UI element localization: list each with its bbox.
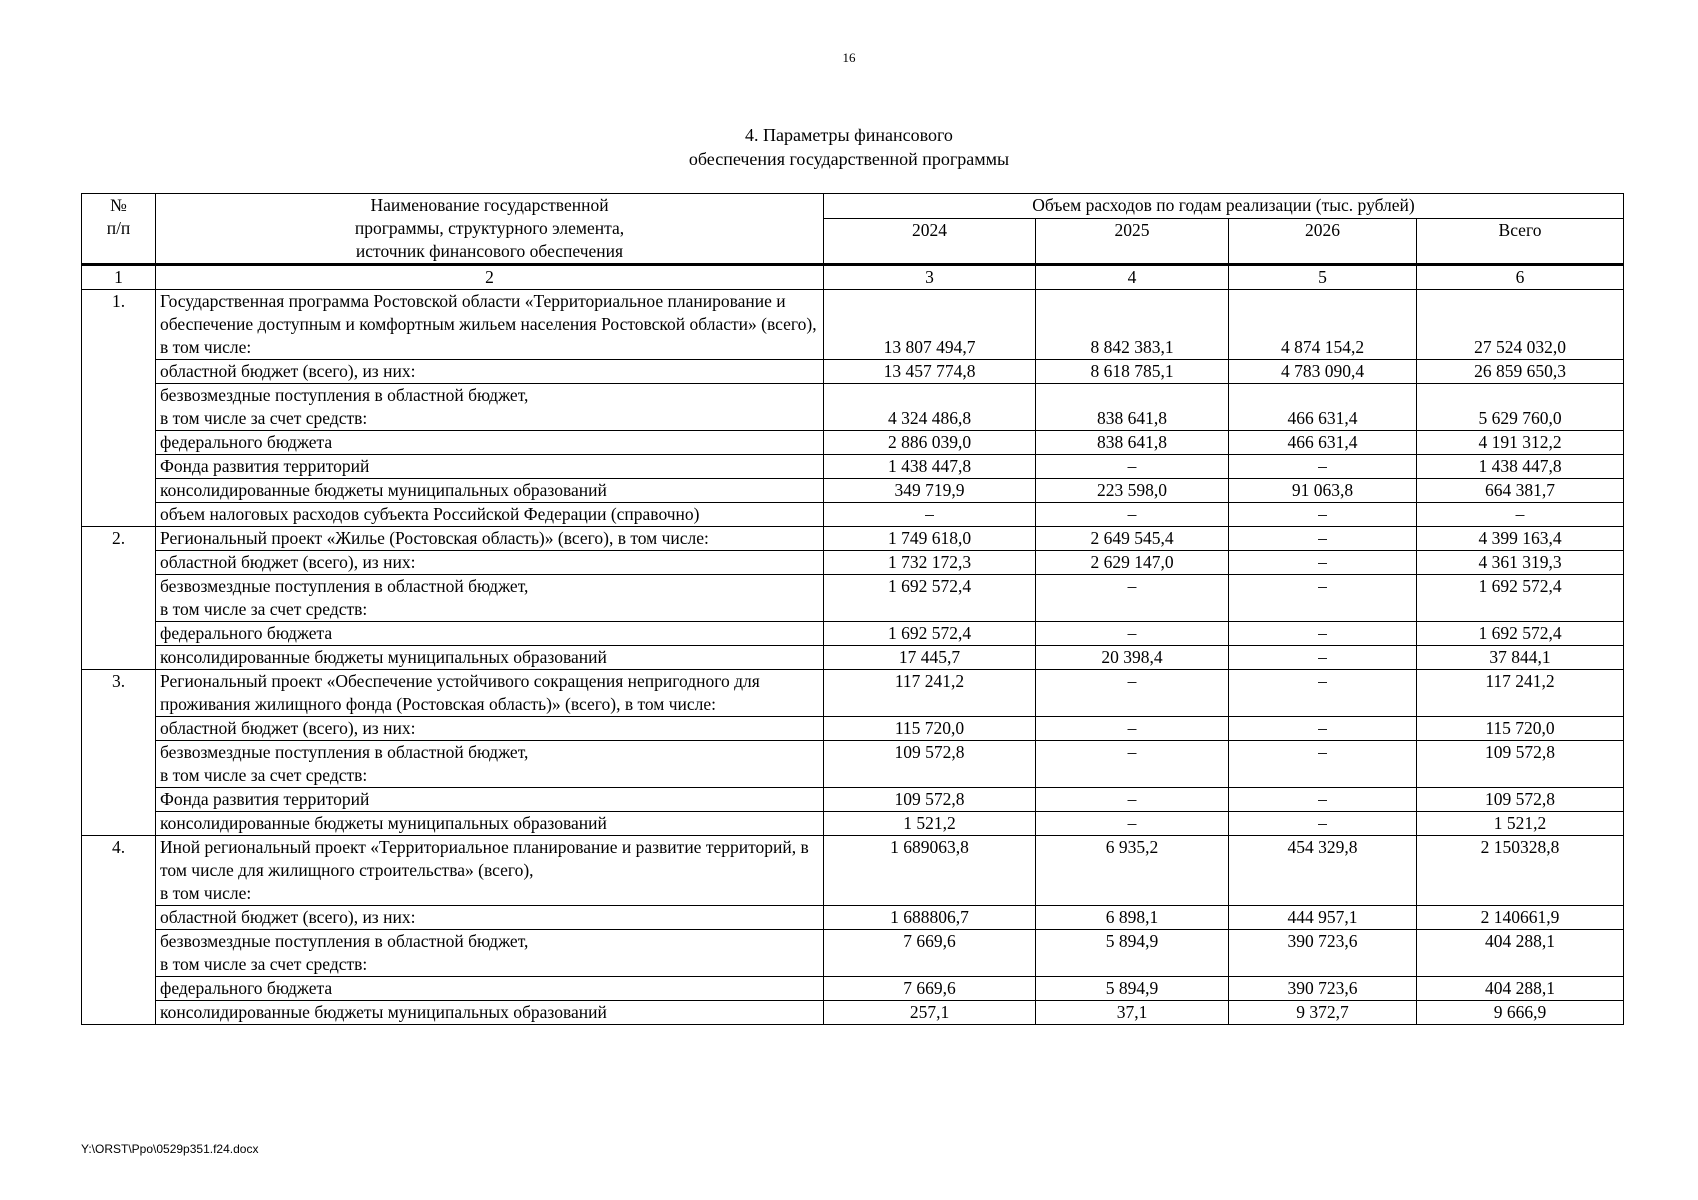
value-2026: 9 372,7 — [1229, 1001, 1417, 1025]
header-total: Всего — [1417, 219, 1624, 265]
value-total: 109 572,8 — [1417, 741, 1624, 788]
column-index: 2 — [156, 265, 824, 290]
value-2025: 37,1 — [1036, 1001, 1229, 1025]
value-total: 27 524 032,0 — [1417, 290, 1624, 360]
column-index: 5 — [1229, 265, 1417, 290]
table-row — [82, 977, 1624, 1001]
table-row — [82, 360, 1624, 384]
value-total: 1 438 447,8 — [1417, 455, 1624, 479]
value-2024: 1 688806,7 — [824, 906, 1036, 930]
value-2026: 390 723,6 — [1229, 930, 1417, 977]
row-name: безвозмездные поступления в областной бюджет, в том числе за счет средств: — [156, 930, 824, 977]
table-row — [82, 670, 1624, 717]
value-2025: 838 641,8 — [1036, 431, 1229, 455]
header-year-2025: 2025 — [1036, 219, 1229, 265]
table-row — [82, 836, 1624, 906]
title-line-2: обеспечения государственной программы — [688, 149, 1010, 169]
table-row — [82, 930, 1624, 977]
value-2025: 5 894,9 — [1036, 930, 1229, 977]
header-name: Наименование государственной программы, структурного элемента, источник финансового обеспечения — [156, 194, 824, 265]
row-name: консолидированные бюджеты муниципальных образований — [156, 1001, 824, 1025]
row-name: Фонда развития территорий — [156, 788, 824, 812]
value-2024: 1 689063,8 — [824, 836, 1036, 906]
value-total: 5 629 760,0 — [1417, 384, 1624, 431]
value-2025: 8 618 785,1 — [1036, 360, 1229, 384]
value-total: 109 572,8 — [1417, 788, 1624, 812]
value-2024: 257,1 — [824, 1001, 1036, 1025]
value-2024: 117 241,2 — [824, 670, 1036, 717]
table-row — [82, 717, 1624, 741]
value-2024: 17 445,7 — [824, 646, 1036, 670]
value-2025: 6 935,2 — [1036, 836, 1229, 906]
value-2026: – — [1229, 527, 1417, 551]
header-number: № п/п — [82, 194, 156, 265]
header-expenses-group: Объем расходов по годам реализации (тыс. рублей) — [824, 194, 1624, 219]
value-2025: – — [1036, 812, 1229, 836]
value-2024: 13 807 494,7 — [824, 290, 1036, 360]
row-name: консолидированные бюджеты муниципальных образований — [156, 646, 824, 670]
title-line-1: 4. Параметры финансового — [745, 125, 953, 145]
file-path-footer: Y:\ORST\Ppo\0529p351.f24.docx — [81, 1142, 259, 1156]
value-total: 4 191 312,2 — [1417, 431, 1624, 455]
row-name: федерального бюджета — [156, 431, 824, 455]
value-2026: – — [1229, 741, 1417, 788]
value-2025: – — [1036, 622, 1229, 646]
value-2026: – — [1229, 646, 1417, 670]
value-total: 664 381,7 — [1417, 479, 1624, 503]
row-number: 1. — [82, 290, 156, 527]
table-row — [82, 455, 1624, 479]
value-2026: 91 063,8 — [1229, 479, 1417, 503]
table-row — [82, 741, 1624, 788]
value-total: 117 241,2 — [1417, 670, 1624, 717]
value-2026: – — [1229, 551, 1417, 575]
value-total: 115 720,0 — [1417, 717, 1624, 741]
row-name: областной бюджет (всего), из них: — [156, 906, 824, 930]
table-row — [82, 906, 1624, 930]
row-number: 2. — [82, 527, 156, 670]
value-2025: – — [1036, 503, 1229, 527]
value-total: 37 844,1 — [1417, 646, 1624, 670]
value-2024: 1 692 572,4 — [824, 575, 1036, 622]
row-name: Иной региональный проект «Территориальное планирование и развитие территорий, в том числе для жилищного строительства» (всего), в том числе: — [156, 836, 824, 906]
column-index: 1 — [82, 265, 156, 290]
value-2025: 2 629 147,0 — [1036, 551, 1229, 575]
table-row — [82, 431, 1624, 455]
value-total: – — [1417, 503, 1624, 527]
row-number: 4. — [82, 836, 156, 1025]
value-2024: 1 732 172,3 — [824, 551, 1036, 575]
row-name: Государственная программа Ростовской области «Территориальное планирование и обеспечение доступным и комфортным жильем населения Ростовской области» (всего), в том числе: — [156, 290, 824, 360]
value-total: 1 521,2 — [1417, 812, 1624, 836]
value-2024: 109 572,8 — [824, 788, 1036, 812]
row-name: безвозмездные поступления в областной бюджет, в том числе за счет средств: — [156, 575, 824, 622]
column-index: 4 — [1036, 265, 1229, 290]
row-number: 3. — [82, 670, 156, 836]
value-2026: – — [1229, 812, 1417, 836]
value-total: 404 288,1 — [1417, 930, 1624, 977]
value-2026: 4 783 090,4 — [1229, 360, 1417, 384]
table-body — [82, 290, 1624, 1025]
value-total: 4 399 163,4 — [1417, 527, 1624, 551]
row-name: консолидированные бюджеты муниципальных образований — [156, 812, 824, 836]
value-2024: 115 720,0 — [824, 717, 1036, 741]
table-row — [82, 479, 1624, 503]
column-index-row — [82, 265, 1624, 290]
value-2025: – — [1036, 788, 1229, 812]
header-year-2026: 2026 — [1229, 219, 1417, 265]
value-2025: – — [1036, 741, 1229, 788]
row-name: федерального бюджета — [156, 622, 824, 646]
value-total: 1 692 572,4 — [1417, 575, 1624, 622]
table-row — [82, 646, 1624, 670]
table-row — [82, 622, 1624, 646]
value-total: 4 361 319,3 — [1417, 551, 1624, 575]
table-row — [82, 290, 1624, 360]
row-name: Региональный проект «Обеспечение устойчивого сокращения непригодного для проживания жилищного фонда (Ростовская область)» (всего), в том числе: — [156, 670, 824, 717]
value-2024: – — [824, 503, 1036, 527]
value-2025: – — [1036, 717, 1229, 741]
table-row — [82, 503, 1624, 527]
row-name: безвозмездные поступления в областной бюджет, в том числе за счет средств: — [156, 741, 824, 788]
page-title — [0, 123, 1698, 171]
value-2026: 466 631,4 — [1229, 384, 1417, 431]
table-row — [82, 527, 1624, 551]
value-2025: – — [1036, 455, 1229, 479]
value-2025: 838 641,8 — [1036, 384, 1229, 431]
value-2025: 20 398,4 — [1036, 646, 1229, 670]
column-index: 6 — [1417, 265, 1624, 290]
value-2026: – — [1229, 670, 1417, 717]
table-row — [82, 1001, 1624, 1025]
row-name: областной бюджет (всего), из них: — [156, 360, 824, 384]
value-2026: 4 874 154,2 — [1229, 290, 1417, 360]
value-2026: – — [1229, 622, 1417, 646]
value-2026: – — [1229, 575, 1417, 622]
value-2024: 7 669,6 — [824, 977, 1036, 1001]
row-name: областной бюджет (всего), из них: — [156, 717, 824, 741]
value-2025: 2 649 545,4 — [1036, 527, 1229, 551]
value-total: 2 150328,8 — [1417, 836, 1624, 906]
value-2025: 5 894,9 — [1036, 977, 1229, 1001]
value-2026: 390 723,6 — [1229, 977, 1417, 1001]
value-total: 26 859 650,3 — [1417, 360, 1624, 384]
value-2024: 7 669,6 — [824, 930, 1036, 977]
row-name: безвозмездные поступления в областной бюджет, в том числе за счет средств: — [156, 384, 824, 431]
value-total: 1 692 572,4 — [1417, 622, 1624, 646]
value-2025: 223 598,0 — [1036, 479, 1229, 503]
value-2026: 466 631,4 — [1229, 431, 1417, 455]
value-2025: – — [1036, 575, 1229, 622]
value-2024: 2 886 039,0 — [824, 431, 1036, 455]
value-2024: 1 749 618,0 — [824, 527, 1036, 551]
table-row — [82, 575, 1624, 622]
value-2026: – — [1229, 788, 1417, 812]
value-2024: 1 521,2 — [824, 812, 1036, 836]
value-2025: 6 898,1 — [1036, 906, 1229, 930]
value-2026: 454 329,8 — [1229, 836, 1417, 906]
column-index: 3 — [824, 265, 1036, 290]
value-2025: – — [1036, 670, 1229, 717]
value-2025: 8 842 383,1 — [1036, 290, 1229, 360]
value-2026: – — [1229, 503, 1417, 527]
value-2024: 1 692 572,4 — [824, 622, 1036, 646]
table-row — [82, 551, 1624, 575]
row-name: консолидированные бюджеты муниципальных образований — [156, 479, 824, 503]
value-2024: 349 719,9 — [824, 479, 1036, 503]
value-total: 2 140661,9 — [1417, 906, 1624, 930]
table-row — [82, 788, 1624, 812]
value-2024: 1 438 447,8 — [824, 455, 1036, 479]
row-name: федерального бюджета — [156, 977, 824, 1001]
table-row — [82, 812, 1624, 836]
value-2024: 4 324 486,8 — [824, 384, 1036, 431]
header-year-2024: 2024 — [824, 219, 1036, 265]
value-2024: 109 572,8 — [824, 741, 1036, 788]
value-2026: – — [1229, 717, 1417, 741]
row-name: Фонда развития территорий — [156, 455, 824, 479]
value-total: 404 288,1 — [1417, 977, 1624, 1001]
table-row — [82, 384, 1624, 431]
financial-table — [81, 193, 1624, 1025]
row-name: областной бюджет (всего), из них: — [156, 551, 824, 575]
row-name: объем налоговых расходов субъекта Российской Федерации (справочно) — [156, 503, 824, 527]
value-2026: 444 957,1 — [1229, 906, 1417, 930]
value-total: 9 666,9 — [1417, 1001, 1624, 1025]
page-number: 16 — [842, 50, 856, 65]
value-2024: 13 457 774,8 — [824, 360, 1036, 384]
row-name: Региональный проект «Жилье (Ростовская область)» (всего), в том числе: — [156, 527, 824, 551]
value-2026: – — [1229, 455, 1417, 479]
